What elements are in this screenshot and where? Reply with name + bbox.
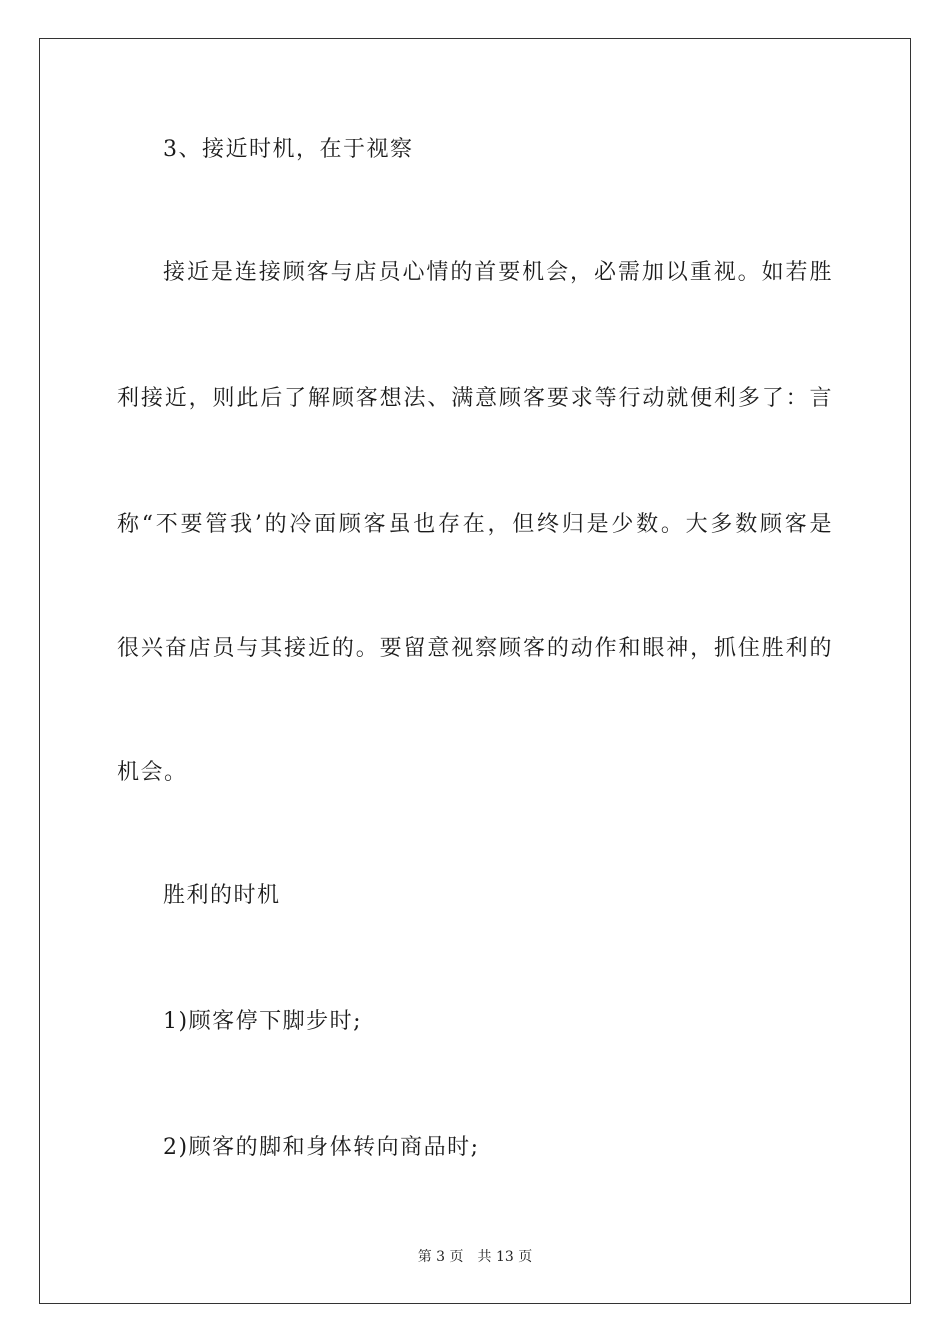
- paragraph-line: 很兴奋店员与其接近的。要留意视察顾客的动作和眼神，抓住胜利的: [117, 636, 833, 661]
- page-footer: [0, 1247, 950, 1267]
- paragraph-line: 接近是连接顾客与店员心情的首要机会，必需加以重视。如若胜: [163, 260, 833, 285]
- subheading: 胜利的时机: [163, 883, 281, 908]
- page-number: 第 3 页: [417, 1249, 464, 1265]
- page-border: [39, 38, 911, 1304]
- list-item: 2)顾客的脚和身体转向商品时;: [163, 1135, 480, 1160]
- section-heading: 3、接近时机，在于视察: [163, 137, 414, 162]
- paragraph-line: 利接近，则此后了解顾客想法、满意顾客要求等行动就便利多了：言: [117, 386, 833, 411]
- list-item: 1)顾客停下脚步时;: [163, 1009, 362, 1034]
- paragraph-line: 机会。: [117, 760, 188, 785]
- paragraph-line: 称“不要管我’的冷面顾客虽也存在，但终归是少数。大多数顾客是: [117, 512, 833, 537]
- page-total: 共 13 页: [477, 1249, 533, 1265]
